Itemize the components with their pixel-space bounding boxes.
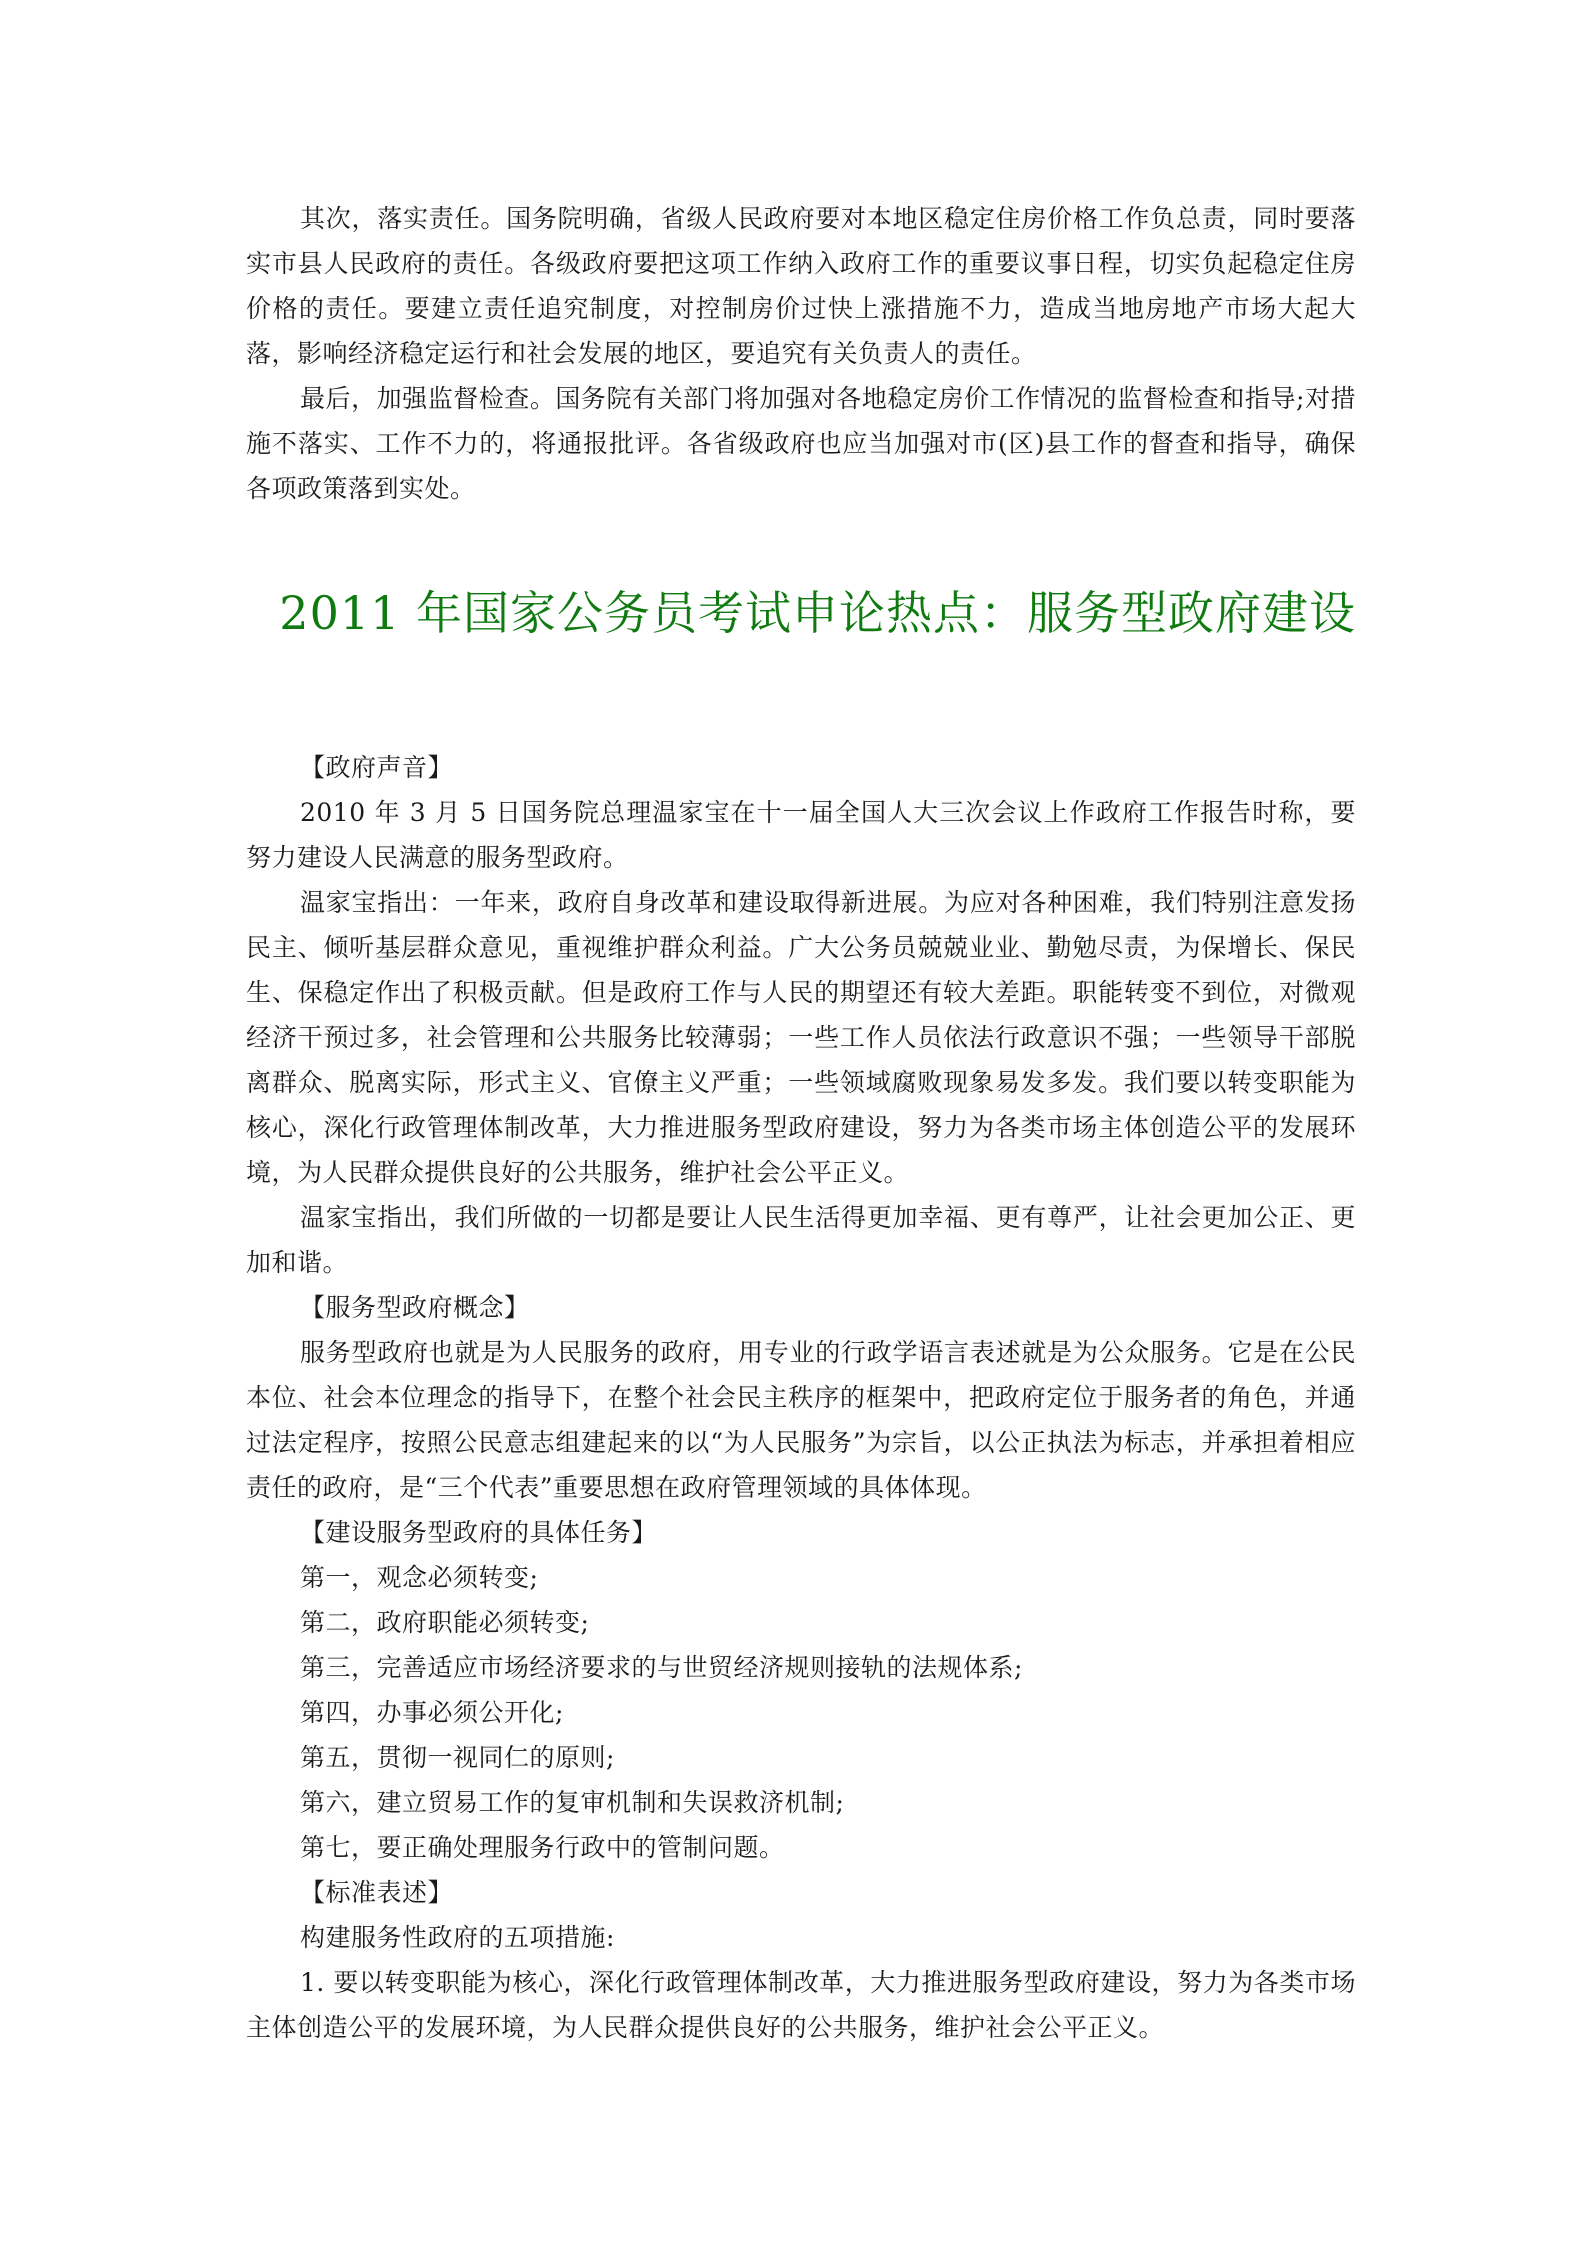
task-item: 第一，观念必须转变; bbox=[300, 1563, 539, 1592]
task-item: 第四，办事必须公开化; bbox=[300, 1698, 564, 1727]
paragraph-report: 2010 年 3 月 5 日国务院总理温家宝在十一届全国人大三次会议上作政府工作报告时称，要努力建设人民满意的服务型政府。 bbox=[246, 798, 1356, 872]
section-heading-concept: 【服务型政府概念】 bbox=[300, 1293, 530, 1322]
paragraph-measure-one: 1. 要以转变职能为核心，深化行政管理体制改革，大力推进服务型政府建设，努力为各类市场主体创造公平的发展环境，为人民群众提供良好的公共服务，维护社会公平正义。 bbox=[246, 1968, 1356, 2042]
paragraph-concept: 服务型政府也就是为人民服务的政府，用专业的行政学语言表述就是为公众服务。它是在公民本位、社会本位理念的指导下，在整个社会民主秩序的框架中，把政府定位于服务者的角色，并通过法定程序，按照公民意志组建起来的以“为人民服务”为宗旨，以公正执法为标志，并承担着相应责任的政府，是“三个代表”重要思想在政府管理领域的具体体现。 bbox=[246, 1338, 1356, 1502]
paragraph-supervision: 最后，加强监督检查。国务院有关部门将加强对各地稳定房价工作情况的监督检查和指导;对措施不落实、工作不力的，将通报批评。各省级政府也应当加强对市(区)县工作的督查和指导，确保各项政策落到实处。 bbox=[246, 384, 1356, 503]
section-heading-government-voice: 【政府声音】 bbox=[300, 753, 454, 782]
paragraph-wen-statement: 温家宝指出：一年来，政府自身改革和建设取得新进展。为应对各种困难，我们特别注意发扬民主、倾听基层群众意见，重视维护群众利益。广大公务员兢兢业业、勤勉尽责，为保增长、保民生、保稳定作出了积极贡献。但是政府工作与人民的期望还有较大差距。职能转变不到位，对微观经济干预过多，社会管理和公共服务比较薄弱；一些工作人员依法行政意识不强；一些领导干部脱离群众、脱离实际，形式主义、官僚主义严重；一些领域腐败现象易发多发。我们要以转变职能为核心，深化行政管理体制改革，大力推进服务型政府建设，努力为各类市场主体创造公平的发展环境，为人民群众提供良好的公共服务，维护社会公平正义。 bbox=[246, 888, 1356, 1187]
task-item: 第五，贯彻一视同仁的原则; bbox=[300, 1743, 615, 1772]
task-item: 第六，建立贸易工作的复审机制和失误救济机制; bbox=[300, 1788, 845, 1817]
top-section bbox=[246, 196, 1356, 511]
task-item: 第二，政府职能必须转变; bbox=[300, 1608, 590, 1637]
article-title: 2011 年国家公务员考试申论热点：服务型政府建设 bbox=[279, 586, 1356, 640]
paragraph-five-measures: 构建服务性政府的五项措施: bbox=[300, 1923, 615, 1952]
main-section bbox=[246, 745, 1356, 2050]
paragraph-happiness: 温家宝指出，我们所做的一切都是要让人民生活得更加幸福、更有尊严，让社会更加公正、更加和谐。 bbox=[246, 1203, 1356, 1277]
section-heading-tasks: 【建设服务型政府的具体任务】 bbox=[300, 1518, 658, 1547]
paragraph-implement-responsibility: 其次，落实责任。国务院明确，省级人民政府要对本地区稳定住房价格工作负总责，同时要落实市县人民政府的责任。各级政府要把这项工作纳入政府工作的重要议事日程，切实负起稳定住房价格的责任。要建立责任追究制度，对控制房价过快上涨措施不力，造成当地房地产市场大起大落，影响经济稳定运行和社会发展的地区，要追究有关负责人的责任。 bbox=[246, 204, 1356, 368]
task-item: 第三，完善适应市场经济要求的与世贸经济规则接轨的法规体系; bbox=[300, 1653, 1023, 1682]
section-heading-standard: 【标准表述】 bbox=[300, 1878, 454, 1907]
task-item: 第七，要正确处理服务行政中的管制问题。 bbox=[300, 1833, 785, 1862]
